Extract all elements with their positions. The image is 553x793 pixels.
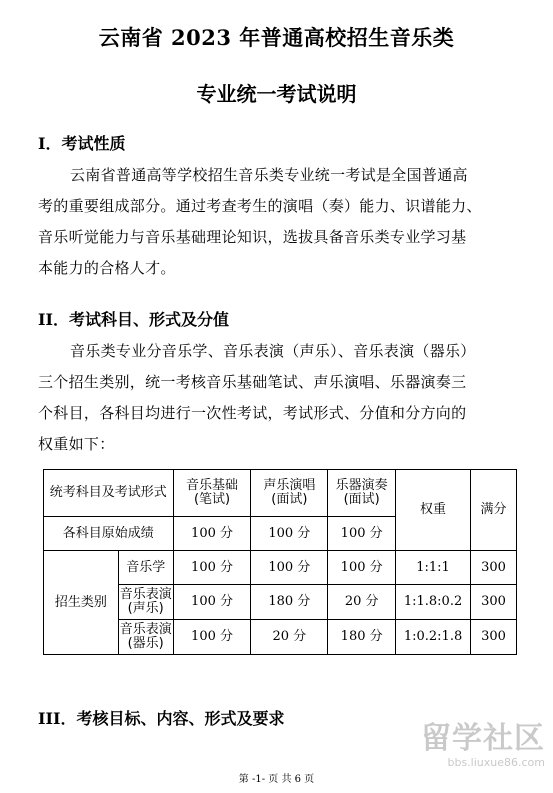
header-music-basics: 音乐基础 (笔试) [173,470,251,517]
full-score-cell: 300 [471,585,517,620]
watermark [395,722,545,769]
document-subtitle: 专业统一考试说明 [196,82,357,106]
table-cell: 100 分 [251,517,328,551]
header-vocal: 声乐演唱 (面试) [251,470,328,517]
table-cell: 100 分 [173,585,251,620]
table-cell: 100 分 [173,551,251,585]
paragraph-line: 三个招生类别，统一考核音乐基础笔试、声乐演唱、乐器演奏三 [38,373,467,391]
category-name: 音乐表演 (声乐) [118,585,173,620]
table-cell: 20 分 [328,585,396,620]
category-label: 招生类别 [44,551,119,655]
header-corner: 统考科目及考试形式 [44,470,174,517]
paragraph-line: 音乐听觉能力与音乐基础理论知识，选拔具备音乐类专业学习基 [38,228,467,246]
page-footer: 第 -1- 页 共 6 页 [238,774,315,785]
watermark-url: bbs.liuxue86.com [447,756,545,769]
table-cell: 100 分 [328,517,396,551]
watermark-logo-text: 留学社区 [421,721,545,756]
header-instrument: 乐器演奏 (面试) [328,470,396,517]
header-full-score: 满分 [471,470,517,551]
table-cell: 180 分 [328,620,396,655]
section1-heading: I．考试性质 [38,134,126,153]
raw-score-label: 各科目原始成绩 [44,517,174,551]
full-score-cell: 300 [471,620,517,655]
table-cell: 100 分 [251,551,328,585]
full-score-cell: 300 [471,551,517,585]
header-weight: 权重 [396,470,471,551]
paragraph-line: 音乐类专业分音乐学、音乐表演（声乐）、音乐表演（器乐） [70,342,476,360]
table-cell: 100 分 [173,620,251,655]
weight-cell: 1:0.2:1.8 [396,620,471,655]
table-row [44,551,517,585]
section1-paragraph [38,160,518,284]
weight-cell: 1:1:1 [396,551,471,585]
section2-paragraph [38,336,518,460]
weight-cell: 1:1.8:0.2 [396,585,471,620]
table-cell: 180 分 [251,585,328,620]
table-header-row [44,470,517,517]
document-title: 云南省 2023 年普通高校招生音乐类 [98,25,455,50]
paragraph-line: 考的重要组成部分。通过考查考生的演唱（奏）能力、识谱能力、 [38,197,482,215]
category-name: 音乐表演 (器乐) [118,620,173,655]
table-cell: 100 分 [173,517,251,551]
paragraph-line: 权重如下： [38,435,115,453]
table-cell: 100 分 [328,551,396,585]
paragraph-line: 个科目，各科目均进行一次性考试，考试形式、分值和分方向的 [38,404,467,422]
score-table [43,469,517,655]
table-cell: 20 分 [251,620,328,655]
section2-heading: II．考试科目、形式及分值 [38,310,229,329]
paragraph-line: 云南省普通高等学校招生音乐类专业统一考试是全国普通高 [70,166,468,184]
category-name: 音乐学 [118,551,173,585]
paragraph-line: 本能力的合格人才。 [38,259,176,277]
section3-heading: III．考核目标、内容、形式及要求 [38,709,285,728]
